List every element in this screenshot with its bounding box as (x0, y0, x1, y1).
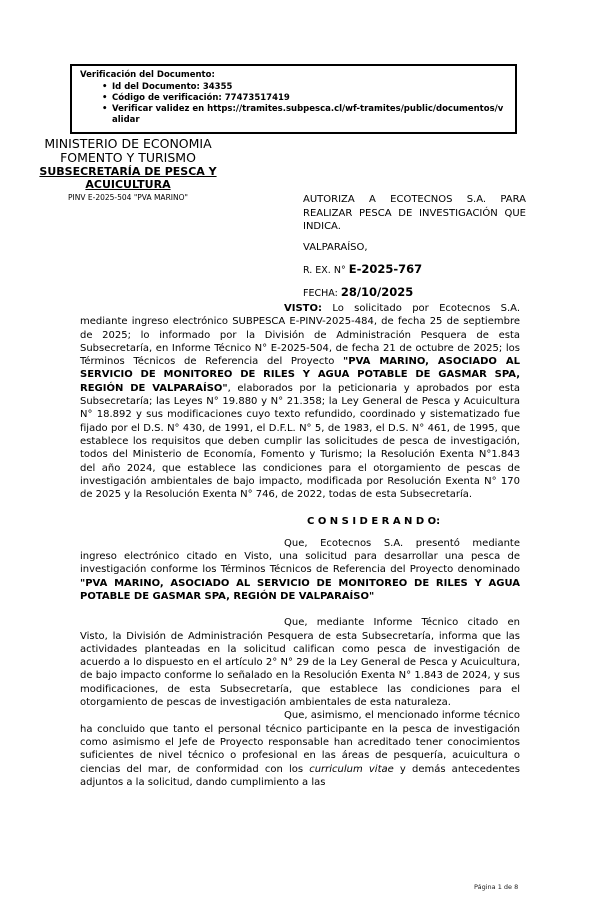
verification-item-text: Código de verificación: 77473517419 (112, 93, 290, 103)
city-line: VALPARAÍSO, (303, 241, 368, 253)
resolution-number-label: R. EX. N° (303, 264, 346, 276)
date-line (303, 285, 526, 299)
verification-url-text: Verificar validez en https://tramites.subpesca.cl/wf-tramites/public/documentos/validar (112, 104, 504, 125)
resolution-subject: AUTORIZA A ECOTECNOS S.A. PARA REALIZAR PESCA DE INVESTIGACIÓN QUE INDICA. (303, 194, 526, 232)
bullet-icon: • (102, 93, 108, 103)
date-label: FECHA: (303, 287, 338, 299)
body-paragraph-solicitud: Que, Ecotecnos S.A. presentó mediante ingreso electrónico citado en Visto, una solicitud para desarrollar una pesca de investigación conforme los Términos Técnicos de Referencia del Proyecto denominado "PVA MARINO, ASOCIADO AL SERVICIO DE MONITOREO DE RILES Y AGUA POTABLE DE GASMAR SPA, REGIÓN DE VALPARAÍSO" (80, 537, 520, 602)
verification-title: Verificación del Documento: (80, 70, 215, 80)
bullet-icon: • (102, 82, 108, 92)
pinv-reference: PINV E-2025-504 "PVA MARINO" (68, 193, 188, 202)
verification-item-url (80, 104, 509, 126)
ministry-line-2: FOMENTO Y TURISMO (60, 150, 196, 165)
letterhead (28, 137, 228, 202)
document-body (80, 302, 520, 789)
resolution-title-block (303, 193, 526, 299)
page-number-indicator: Página 1 de 8 (474, 883, 519, 891)
subsecretaria-title: SUBSECRETARÍA DE PESCA Y ACUICULTURA (39, 165, 217, 191)
considerando-heading: C O N S I D E R A N D O: (307, 516, 441, 528)
resolution-number-value: E-2025-767 (348, 261, 423, 276)
verification-item-id (80, 82, 509, 93)
body-paragraph-informe: Que, mediante Informe Técnico citado en Visto, la División de Administración Pesquera de esta Subsecretaría, informa que las actividades planteadas en la solicitud califican como pesca de investigación de acuerdo a lo dispuesto en el artículo 2° N° 29 de la Ley General de Pesca y Acuicultura, de bajo impacto conforme lo señalado en la Resolución Exenta N° 1.843 de 2024, y sus modificaciones, de esta Subsecretaría, que establece las condiciones para el otorgamiento de pescas de investigación ambientales de esta naturaleza. (80, 617, 520, 709)
body-paragraph-personal: Que, asimismo, el mencionado informe técnico ha concluido que tanto el personal técnico participante en la pesca de investigación como asimismo el Jefe de Proyecto responsable han acreditado tener conocimientos suficientes de nivel técnico o profesional en las áreas de pesquería, acuicultura o ciencias del mar, de conformidad con los curriculum vitae y demás antecedentes adjuntos a la solicitud, dando cumplimiento a las (80, 710, 520, 788)
verification-box (70, 64, 517, 134)
verification-item-text: Id del Documento: 34355 (112, 82, 233, 92)
resolution-number-line (303, 262, 526, 276)
date-value: 28/10/2025 (340, 284, 414, 299)
ministry-line-1: MINISTERIO DE ECONOMIA (44, 136, 212, 151)
verification-item-code (80, 93, 509, 104)
visto-paragraph: VISTO: Lo solicitado por Ecotecnos S.A. mediante ingreso electrónico SUBPESCA E-PINV-2025-484, de fecha 25 de septiembre de 2025; lo informado por la División de Administración Pesquera de esta Subsecretaría, en Informe Técnico N° E-2025-504, de fecha 21 de octubre de 2025; los Términos Técnicos de Referencia del Proyecto "PVA MARINO, ASOCIADO AL SERVICIO DE MONITOREO DE RILES Y AGUA POTABLE DE GASMAR SPA, REGIÓN DE VALPARAÍSO", elaborados por la peticionaria y aprobados por esta Subsecretaría; las Leyes N° 19.880 y N° 21.358; la Ley General de Pesca y Acuicultura N° 18.892 y sus modificaciones cuyo texto refundido, coordinado y sistematizado fue fijado por el D.S. N° 430, de 1991, el D.F.L. N° 5, de 1983, el D.S. N° 461, de 1995, que establece los requisitos que deben cumplir las solicitudes de pesca de investigación, todos del Ministerio de Economía, Fomento y Turismo; la Resolución Exenta N°1.843 del año 2024, que establece las condiciones para el otorgamiento de pescas de investigación ambientales de bajo impacto, modificada por Resolución Exenta N° 170 de 2025 y la Resolución Exenta N° 746, de 2022, todas de esta Subsecretaría. (80, 303, 521, 501)
bullet-icon: • (102, 104, 108, 114)
